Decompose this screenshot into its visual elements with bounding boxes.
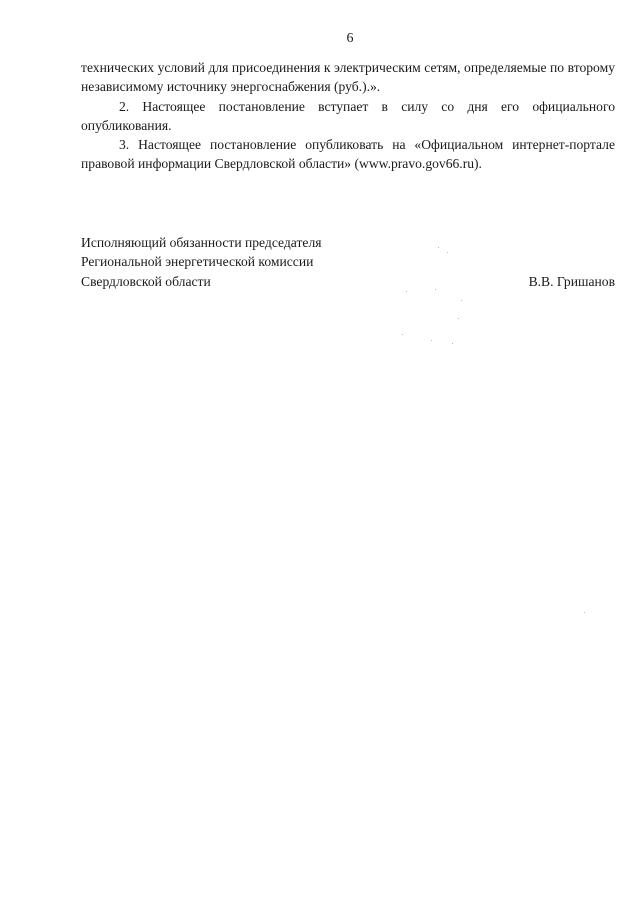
scan-speck (402, 334, 403, 335)
signatory-position-line-3: Свердловской области (81, 273, 211, 289)
paragraph-publication: 3. Настоящее постановление опубликовать на «Официальном интернет-портале правовой информации Свердловской области» (www.pravo.gov66.ru). (81, 137, 615, 172)
scan-speck (406, 291, 407, 292)
signatory-name: В.В. Гришанов (528, 273, 615, 289)
scan-speck (458, 318, 459, 319)
scan-speck (461, 300, 462, 301)
scan-speck (431, 340, 432, 341)
scan-speck (435, 289, 436, 290)
page-number: 6 (346, 31, 354, 46)
signatory-position-line-2: Региональной энергетической комиссии (81, 254, 314, 270)
paragraph-continuation: технических условий для присоединения к электрическим сетям, определяемые по второму независимому источнику энергоснабжения (руб.).». (81, 60, 615, 95)
scan-speck (584, 612, 585, 613)
document-body (81, 58, 615, 174)
paragraph-effective-date: 2. Настоящее постановление вступает в силу со дня его официального опубликования. (81, 98, 615, 133)
signatory-position-line-1: Исполняющий обязанности председателя (81, 235, 322, 250)
signature-block (81, 233, 615, 291)
scan-speck (447, 252, 448, 253)
scan-speck (452, 343, 453, 344)
scan-speck (438, 247, 439, 248)
